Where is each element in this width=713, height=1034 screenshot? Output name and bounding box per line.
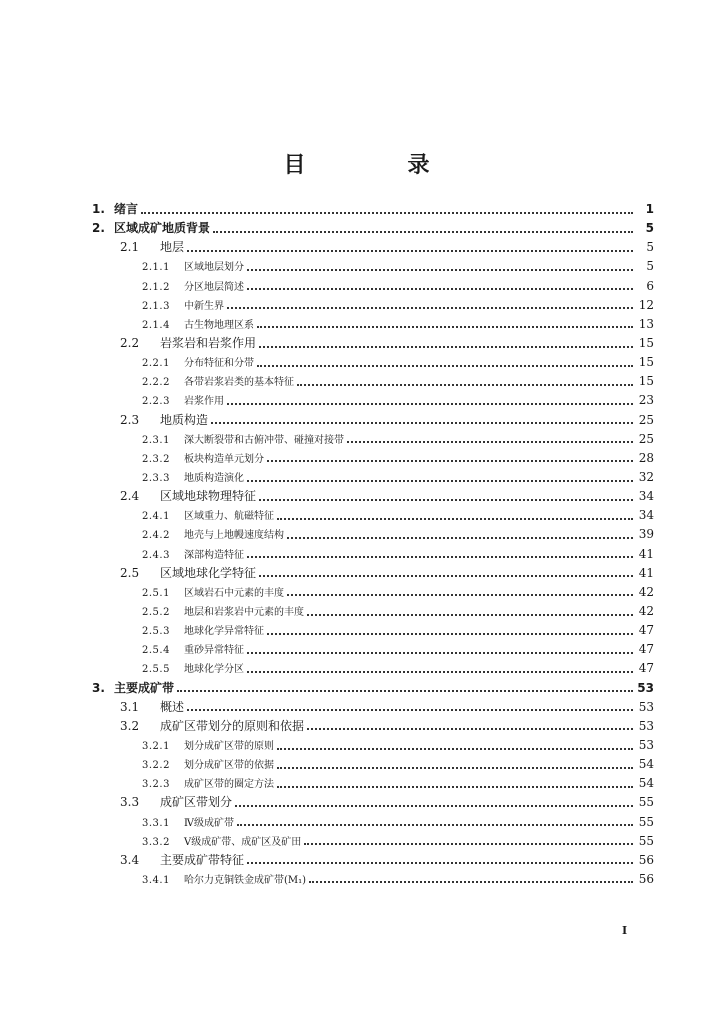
toc-entry-number: 3.2.3: [142, 779, 170, 791]
toc-entry-number: 2.2: [120, 335, 140, 350]
toc-entry-title: 绪言: [114, 202, 139, 216]
toc-entry: [92, 257, 654, 276]
toc-entry: [92, 449, 654, 468]
toc-entry-title: 区域重力、航磁特征: [184, 511, 274, 523]
toc-entry-page: 5: [645, 221, 654, 236]
toc-entry-title: 各带岩浆岩类的基本特征: [184, 377, 294, 389]
toc-entry-title: 分布特征和分带: [184, 358, 254, 370]
toc-entry-title: 区域地球化学特征: [160, 565, 257, 580]
toc-entry: [92, 468, 654, 487]
toc-entry-title: 划分成矿区带的原则: [184, 740, 274, 752]
toc-entry-page: 56: [638, 871, 654, 886]
dot-leader: [141, 212, 633, 214]
toc-entry-title: 深部构造特征: [184, 549, 244, 561]
toc-entry-page: 5: [646, 259, 654, 274]
toc-entry-number: 3.4.1: [142, 874, 170, 886]
toc-entry-title: 区域地球物理特征: [160, 489, 257, 504]
toc-entry-page: 41: [638, 565, 654, 580]
toc-entry: [92, 353, 654, 372]
toc-entry: [92, 774, 654, 793]
toc-entry-title: 岩浆作用: [184, 396, 224, 408]
dot-leader: [237, 824, 633, 826]
toc-entry-number: 2.3.2: [142, 453, 170, 465]
toc-entry-title: 地质构造演化: [184, 472, 244, 484]
toc-entry-number: 2.4.3: [142, 549, 170, 561]
toc-entry: [92, 602, 654, 621]
toc-entry-number: 2.4: [120, 489, 140, 504]
toc-entry-title: 地球化学分区: [184, 664, 244, 676]
toc-entry-number: 3.2.1: [142, 740, 170, 752]
toc-entry-title: 重砂异常特征: [184, 645, 244, 657]
toc-entry-page: 13: [638, 316, 654, 331]
toc-entry-title: 成矿区带划分的原则和依据: [160, 718, 305, 733]
toc-entry-page: 47: [638, 642, 654, 657]
toc-entry-page: 55: [638, 795, 654, 810]
toc-entry-title: 地层和岩浆岩中元素的丰度: [184, 606, 304, 618]
dot-leader: [307, 728, 633, 730]
toc-entry-page: 39: [638, 527, 654, 542]
dot-leader: [213, 231, 633, 233]
toc-entry-page: 42: [638, 584, 654, 599]
toc-entry-page: 32: [638, 469, 654, 484]
dot-leader: [259, 346, 633, 348]
toc-entry: [92, 296, 654, 315]
toc-entry-number: 3.3: [120, 795, 140, 810]
toc-entry: [92, 564, 654, 583]
toc-entry-number: 3.4: [120, 852, 140, 867]
toc-entry: [92, 755, 654, 774]
toc-entry-number: 2.1.1: [142, 262, 170, 274]
toc-entry-page: 6: [646, 278, 654, 293]
dot-leader: [277, 518, 633, 520]
toc-entry-number: 3.3.1: [142, 817, 170, 829]
toc-entry-title: 地球化学异常特征: [184, 626, 264, 638]
toc-entry-title: 中新生界: [184, 300, 224, 312]
dot-leader: [287, 537, 633, 539]
dot-leader: [247, 862, 633, 864]
toc-entry-number: 2.1: [120, 240, 140, 255]
toc-entry-number: 2.5: [120, 565, 140, 580]
toc-entry-page: 28: [638, 450, 654, 465]
toc-entry-number: 3.2.2: [142, 760, 170, 772]
toc-entry: [92, 640, 654, 659]
toc-entry-title: 成矿区带划分: [160, 795, 233, 810]
dot-leader: [247, 556, 633, 558]
toc-entry-number: 2.3.3: [142, 472, 170, 484]
toc-entry-page: 15: [638, 355, 654, 370]
toc-entry-title: 地层: [160, 240, 185, 255]
toc-entry: [92, 200, 654, 219]
toc-entry-title: 哈尔力克铜铁金成矿带(M₁): [184, 874, 307, 886]
toc-entry: [92, 832, 654, 851]
toc-entry: [92, 679, 654, 698]
toc-entry: [92, 238, 654, 257]
toc-entry-number: 2.2.3: [142, 396, 170, 408]
toc-entry-page: 55: [638, 833, 654, 848]
toc-entry-title: 成矿区带的圈定方法: [184, 779, 274, 791]
dot-leader: [247, 288, 633, 290]
toc-entry-page: 34: [638, 489, 654, 504]
dot-leader: [259, 575, 633, 577]
dot-leader: [277, 786, 633, 788]
toc-entry-page: 15: [638, 335, 654, 350]
dot-leader: [257, 365, 633, 367]
dot-leader: [177, 690, 633, 692]
page-number: I: [622, 924, 628, 937]
dot-leader: [277, 767, 633, 769]
dot-leader: [267, 633, 633, 635]
toc-entry-title: 古生物地理区系: [184, 319, 254, 331]
toc-entry-page: 42: [638, 603, 654, 618]
dot-leader: [247, 652, 633, 654]
dot-leader: [247, 269, 633, 271]
toc-entry-number: 2.5.3: [142, 626, 170, 638]
toc-entry-number: 2.3.1: [142, 434, 170, 446]
toc-entry: [92, 545, 654, 564]
toc-entry-page: 56: [638, 852, 654, 867]
toc-entry-page: 53: [638, 699, 654, 714]
toc-entry: [92, 277, 654, 296]
toc-entry-title: 区域成矿地质背景: [114, 221, 211, 236]
toc-entry: [92, 793, 654, 812]
dot-leader: [297, 384, 633, 386]
toc-entry-page: 53: [637, 680, 654, 695]
toc-entry: [92, 698, 654, 717]
toc-entry-page: 5: [646, 240, 654, 255]
dot-leader: [247, 480, 633, 482]
toc-entry-page: 54: [638, 757, 654, 772]
table-of-contents: [92, 200, 654, 889]
toc-entry-number: 1.: [92, 202, 105, 216]
toc-entry-number: 2.3: [120, 412, 140, 427]
toc-entry: [92, 525, 654, 544]
toc-entry-title: 深大断裂带和古俯冲带、碰撞对接带: [184, 434, 344, 446]
toc-entry: [92, 506, 654, 525]
toc-entry-title: Ⅴ级成矿带、成矿区及矿田: [184, 836, 302, 848]
toc-entry-title: 划分成矿区带的依据: [184, 760, 274, 772]
toc-entry-title: Ⅳ级成矿带: [184, 817, 234, 829]
dot-leader: [259, 499, 633, 501]
toc-entry-number: 3.3.2: [142, 836, 170, 848]
toc-entry: [92, 219, 654, 238]
toc-entry-title: 概述: [160, 699, 185, 714]
toc-entry-number: 2.5.1: [142, 587, 170, 599]
toc-entry-page: 12: [638, 297, 654, 312]
toc-entry-page: 47: [638, 623, 654, 638]
toc-entry-number: 2.2.2: [142, 377, 170, 389]
dot-leader: [187, 709, 633, 711]
toc-entry: [92, 391, 654, 410]
toc-entry-number: 2.5.5: [142, 664, 170, 676]
dot-leader: [287, 594, 633, 596]
dot-leader: [257, 326, 633, 328]
toc-entry-page: 41: [638, 546, 654, 561]
toc-entry-number: 2.2.1: [142, 358, 170, 370]
toc-entry-number: 2.5.2: [142, 606, 170, 618]
toc-entry: [92, 736, 654, 755]
toc-entry: [92, 334, 654, 353]
toc-entry-number: 2.1.3: [142, 300, 170, 312]
dot-leader: [304, 843, 633, 845]
toc-entry: [92, 430, 654, 449]
toc-entry-page: 25: [638, 431, 654, 446]
toc-entry-title: 岩浆岩和岩浆作用: [160, 335, 257, 350]
toc-entry-page: 25: [638, 412, 654, 427]
toc-entry-title: 分区地层简述: [184, 281, 244, 293]
toc-entry: [92, 372, 654, 391]
toc-entry: [92, 717, 654, 736]
dot-leader: [307, 614, 633, 616]
toc-entry: [92, 487, 654, 506]
toc-entry: [92, 813, 654, 832]
toc-entry-title: 区域地层划分: [184, 262, 244, 274]
toc-entry-title: 主要成矿带: [114, 680, 175, 695]
dot-leader: [309, 881, 633, 883]
toc-entry-page: 53: [638, 718, 654, 733]
toc-entry-number: 2.: [92, 221, 105, 236]
toc-entry-page: 55: [638, 814, 654, 829]
toc-entry-page: 15: [638, 374, 654, 389]
dot-leader: [267, 460, 633, 462]
toc-entry-page: 34: [638, 508, 654, 523]
toc-entry-page: 23: [638, 393, 654, 408]
toc-entry-number: 3.2: [120, 718, 140, 733]
dot-leader: [235, 805, 633, 807]
toc-entry-number: 2.1.2: [142, 281, 170, 293]
page-title: 目 录: [283, 153, 470, 178]
toc-entry-number: 2.4.1: [142, 511, 170, 523]
toc-entry-title: 地质构造: [160, 412, 209, 427]
toc-entry-number: 2.4.2: [142, 530, 170, 542]
toc-entry-page: 47: [638, 661, 654, 676]
toc-entry: [92, 851, 654, 870]
dot-leader: [211, 422, 633, 424]
dot-leader: [227, 307, 633, 309]
dot-leader: [227, 403, 633, 405]
toc-entry: [92, 621, 654, 640]
dot-leader: [277, 748, 633, 750]
toc-entry-title: 板块构造单元划分: [184, 453, 264, 465]
toc-entry: [92, 315, 654, 334]
toc-entry-title: 区域岩石中元素的丰度: [184, 587, 284, 599]
toc-entry: [92, 870, 654, 889]
toc-entry-title: 主要成矿带特征: [160, 852, 245, 867]
toc-entry-page: 54: [638, 776, 654, 791]
toc-entry-page: 1: [645, 202, 654, 216]
dot-leader: [347, 441, 633, 443]
toc-entry-number: 2.5.4: [142, 645, 170, 657]
toc-entry: [92, 659, 654, 678]
dot-leader: [247, 671, 633, 673]
toc-entry: [92, 583, 654, 602]
toc-entry-number: 3.1: [120, 699, 140, 714]
toc-entry-number: 3.: [92, 680, 105, 695]
toc-entry-page: 53: [638, 737, 654, 752]
toc-entry-number: 2.1.4: [142, 319, 170, 331]
toc-entry: [92, 411, 654, 430]
toc-entry-title: 地壳与上地幔速度结构: [184, 530, 284, 542]
dot-leader: [187, 250, 633, 252]
